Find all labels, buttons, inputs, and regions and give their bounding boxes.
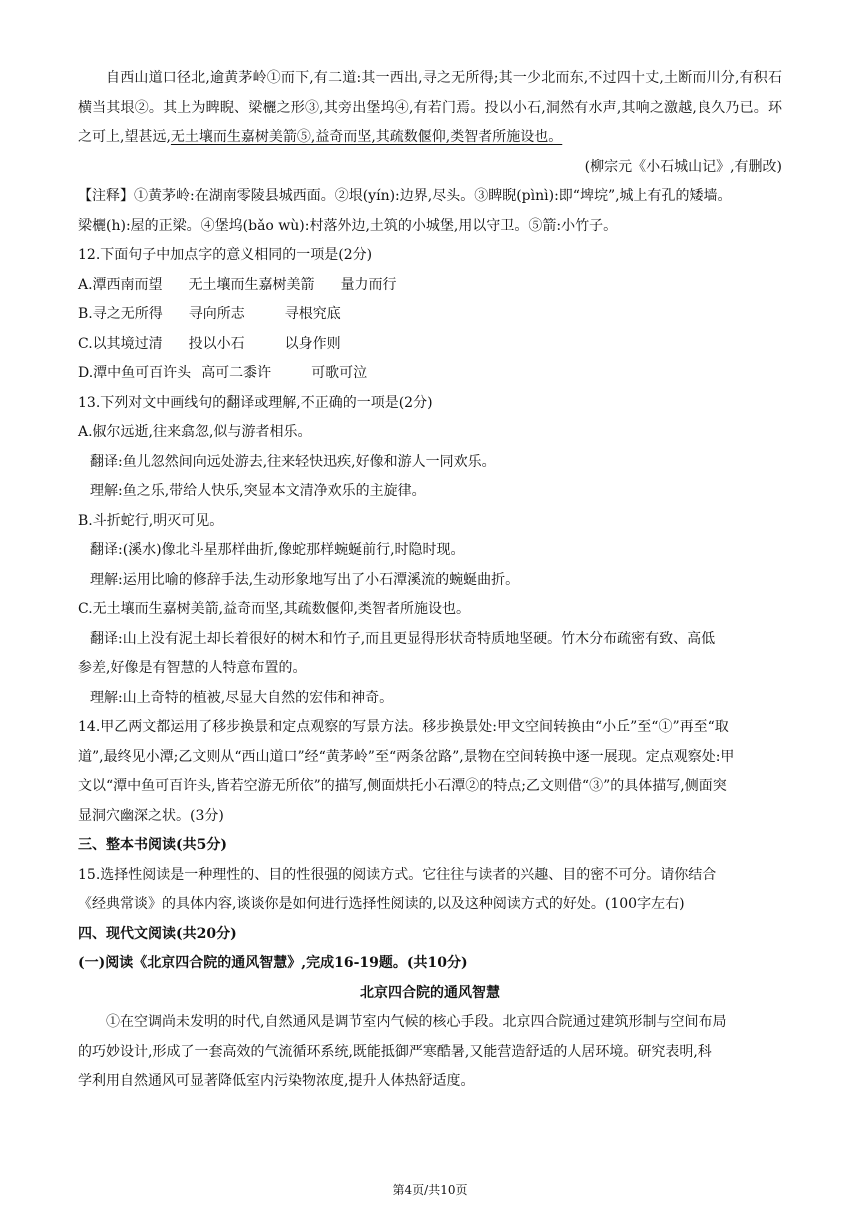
article-para-1-line-3: 学利用自然通风可显著降低室内污染物浓度,提升人体热舒适度。 xyxy=(78,1073,475,1089)
q12-option-c: C.以其境过清 投以小石 以身作则 xyxy=(78,335,341,352)
q13-a-translation: 翻译:鱼儿忽然间向远处游去,往来轻快迅疾,好像和游人一同欢乐。 xyxy=(90,453,496,470)
q13-b-translation: 翻译:(溪水)像北斗星那样曲折,像蛇那样蜿蜒前行,时隐时现。 xyxy=(90,542,465,558)
q13-a-sentence: A.俶尔远逝,往来翕忽,似与游者相乐。 xyxy=(78,424,312,440)
q12-option-a: A.潭西南而望 无土壤而生嘉树美箭 量力而行 xyxy=(78,276,397,293)
section-3-heading: 三、整本书阅读(共5分) xyxy=(78,837,227,853)
article-title: 北京四合院的通风智慧 xyxy=(360,984,500,1001)
q13-c-translation-2: 参差,好像是有智慧的人特意布置的。 xyxy=(78,660,307,676)
q13-a-understanding: 理解:鱼之乐,带给人快乐,突显本文清净欢乐的主旋律。 xyxy=(90,483,426,499)
section-4-subheading: (一)阅读《北京四合院的通风智慧》,完成16-19题。(共10分) xyxy=(78,955,468,971)
passage-text: 自西山道口径北,逾黄茅岭①而下,有二道:其一西出,寻之无所得;其一少北而东,不过四十丈,土断而川分,有积石横当其垠②。其上为睥睨、梁欐之形③,其旁出堡坞④,有若门焉。投以小石,洞然有水声,其响之激越,良久乃已。环之可上,望甚远, xyxy=(78,70,782,145)
q13-c-translation-1: 翻译:山上没有泥土却长着很好的树木和竹子,而且更显得形状奇特质地坚硬。竹木分布疏密有致、高低 xyxy=(90,630,716,647)
q12-option-b: B.寻之无所得 寻向所志 寻根究底 xyxy=(78,306,341,322)
passage-source: (柳宗元《小石城山记》,有删改) xyxy=(584,158,782,175)
question-14-line-4: 显洞穴幽深之状。(3分) xyxy=(78,807,224,824)
notes-line-1: 【注释】①黄茅岭:在湖南零陵县城西面。②垠(yín):边界,尽头。③睥睨(pìnì):即“埤垸”,城上有孔的矮墙。 xyxy=(78,188,732,204)
question-14-line-3: 文以“潭中鱼可百许头,皆若空游无所依”的描写,侧面烘托小石潭②的特点;乙文则借“③”的具体描写,侧面突 xyxy=(78,778,727,794)
article-para-1-line-1: ①在空调尚未发明的时代,自然通风是调节室内气候的核心手段。北京四合院通过建筑形制与空间布局 xyxy=(106,1014,727,1030)
page-number: 第4页/共10页 xyxy=(392,1183,468,1197)
q13-c-understanding: 理解:山上奇特的植被,尽显大自然的宏伟和神奇。 xyxy=(90,689,394,706)
article-para-1-line-2: 的巧妙设计,形成了一套高效的气流循环系统,既能抵御严寒酷暑,又能营造舒适的人居环境。研究表明,科 xyxy=(78,1043,712,1060)
section-4-heading: 四、现代文阅读(共20分) xyxy=(78,925,237,942)
q13-b-sentence: B.斗折蛇行,明灭可见。 xyxy=(78,512,224,529)
page-content xyxy=(78,64,782,1097)
question-14-line-2: 道”,最终见小潭;乙文则从“西山道口”经“黄茅岭”至“两条岔路”,景物在空间转换中逐一展现。定点观察处:甲 xyxy=(78,748,735,765)
question-15-line-1: 15.选择性阅读是一种理性的、目的性很强的阅读方式。它往往与读者的兴趣、目的密不可分。请你结合 xyxy=(78,866,717,883)
question-12-stem: 12.下面句子中加点字的意义相同的一项是(2分) xyxy=(78,247,373,263)
q13-b-understanding: 理解:运用比喻的修辞手法,生动形象地写出了小石潭溪流的蜿蜒曲折。 xyxy=(90,571,520,588)
classical-passage xyxy=(78,64,782,153)
q12-option-d: D.潭中鱼可百许头 高可二黍许 可歌可泣 xyxy=(78,365,368,381)
question-13-stem: 13.下列对文中画线句的翻译或理解,不正确的一项是(2分) xyxy=(78,394,433,411)
underlined-sentence: 无土壤而生嘉树美箭⑤,益奇而坚,其疏数偃仰,类智者所施设也。 xyxy=(170,129,563,145)
notes-line-2: 梁欐(h):屋的正梁。④堡坞(bǎo wù):村落外边,土筑的小城堡,用以守卫。⑤箭:小竹子。 xyxy=(78,217,618,234)
question-14-line-1: 14.甲乙两文都运用了移步换景和定点观察的写景方法。移步换景处:甲文空间转换由“小丘”至“①”再至“取 xyxy=(78,719,729,735)
q13-c-sentence: C.无土壤而生嘉树美箭,益奇而坚,其疏数偃仰,类智者所施设也。 xyxy=(78,601,471,617)
question-15-line-2: 《经典常谈》的具体内容,谈谈你是如何进行选择性阅读的,以及这种阅读方式的好处。(100字左右) xyxy=(78,896,685,912)
